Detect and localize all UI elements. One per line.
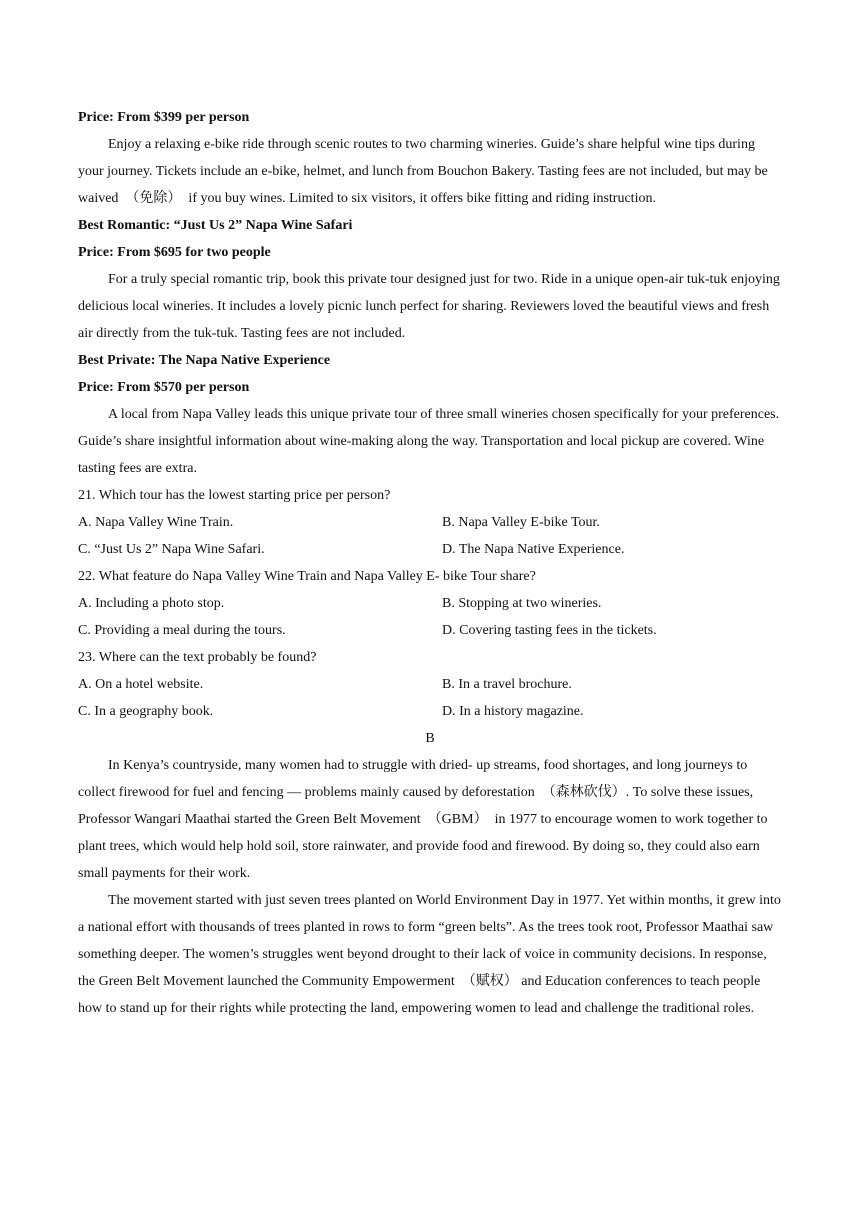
question-23-option-c: C. In a geography book.: [78, 704, 214, 719]
question-23-options-row-2: [78, 698, 782, 725]
romantic-tour-price: Price: From $695 for two people: [78, 245, 271, 260]
section-b-heading: B: [425, 731, 435, 746]
question-22-option-a: A. Including a photo stop.: [78, 596, 225, 611]
question-21-option-a: A. Napa Valley Wine Train.: [78, 515, 234, 530]
private-tour-title: Best Private: The Napa Native Experience: [78, 353, 331, 368]
question-22-options-row-1: [78, 590, 782, 617]
question-21-stem: 21. Which tour has the lowest starting price per person?: [78, 488, 391, 503]
question-21-options-row-1: [78, 509, 782, 536]
question-21-options-row-2: [78, 536, 782, 563]
section-b-paragraph-2: The movement started with just seven trees planted on World Environment Day in 1977. Yet within months, it grew into a national effort with thousands of trees planted in rows to form “green belts”. As the trees took root, Professor Maathai saw something deeper. The women’s struggles went beyond drought to their lack of voice in community decisions. In response, the Green Belt Movement launched the Community Empowerment （赋权） and Education conferences to teach people how to stand up for their rights while protecting the land, empowering women to lead and challenge the traditional roles.: [78, 893, 781, 1016]
question-21-option-c: C. “Just Us 2” Napa Wine Safari.: [78, 542, 265, 557]
private-tour-price: Price: From $570 per person: [78, 380, 250, 395]
question-22-options-row-2: [78, 617, 782, 644]
question-21-option-d: D. The Napa Native Experience.: [442, 542, 625, 557]
question-23-option-d: D. In a history magazine.: [442, 704, 584, 719]
question-22-option-b: B. Stopping at two wineries.: [442, 596, 602, 611]
question-23-stem: 23. Where can the text probably be found?: [78, 650, 317, 665]
romantic-tour-title: Best Romantic: “Just Us 2” Napa Wine Safari: [78, 218, 353, 233]
question-22-stem: 22. What feature do Napa Valley Wine Train and Napa Valley E- bike Tour share?: [78, 569, 536, 584]
e-bike-description: Enjoy a relaxing e-bike ride through scenic routes to two charming wineries. Guide’s share helpful wine tips during your journey. Tickets include an e-bike, helmet, and lunch from Bouchon Bakery. Tasting fees are not included, but may be waived （免除） if you buy wines. Limited to six visitors, it offers bike fitting and riding instruction.: [78, 137, 768, 206]
question-23-option-a: A. On a hotel website.: [78, 677, 204, 692]
private-tour-description: A local from Napa Valley leads this unique private tour of three small wineries chosen specifically for your preferences. Guide’s share insightful information about wine-making along the way. Transportation and local pickup are covered. Wine tasting fees are extra.: [78, 407, 780, 476]
question-23-options-row-1: [78, 671, 782, 698]
section-b-paragraph-1: In Kenya’s countryside, many women had to struggle with dried- up streams, food shortages, and long journeys to collect firewood for fuel and fencing — problems mainly caused by deforestation （森林砍伐）. To solve these issues, Professor Wangari Maathai started the Green Belt Movement （GBM） in 1977 to encourage women to work together to plant trees, which would help hold soil, store rainwater, and provide food and firewood. By doing so, they could also earn small payments for their work.: [78, 758, 768, 881]
e-bike-price: Price: From $399 per person: [78, 110, 250, 125]
question-22-option-c: C. Providing a meal during the tours.: [78, 623, 286, 638]
romantic-tour-description: For a truly special romantic trip, book this private tour designed just for two. Ride in a unique open-air tuk-tuk enjoying delicious local wineries. It includes a lovely picnic lunch perfect for sharing. Reviewers loved the beautiful views and fresh air directly from the tuk-tuk. Tasting fees are not included.: [78, 272, 780, 341]
question-23-option-b: B. In a travel brochure.: [442, 677, 572, 692]
question-21-option-b: B. Napa Valley E-bike Tour.: [442, 515, 600, 530]
question-22-option-d: D. Covering tasting fees in the tickets.: [442, 623, 657, 638]
document-page: [78, 104, 782, 1022]
